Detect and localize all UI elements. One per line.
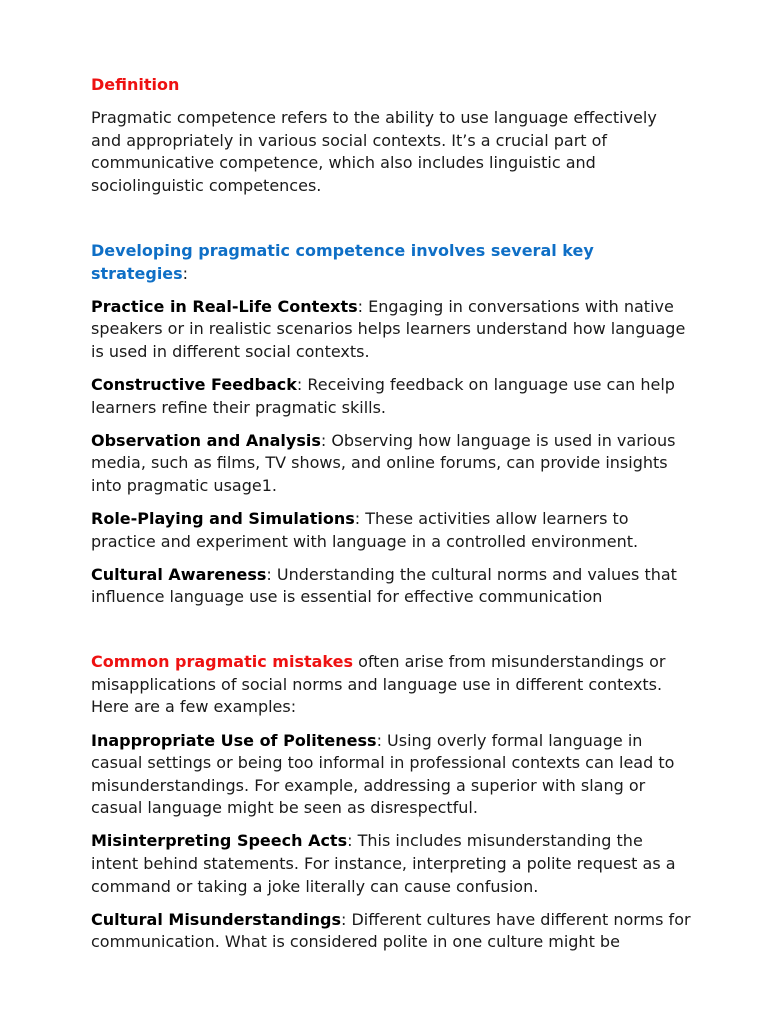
mistake-term: Misinterpreting Speech Acts <box>91 831 348 851</box>
mistake-term: Inappropriate Use of Politeness <box>91 730 377 750</box>
strategy-term: Practice in Real-Life Contexts <box>91 296 358 316</box>
mistake-text: : Using overly formal language in casual settings or being too informal in professional contexts can lead to misunderstandings. For example, addressing a superior with slang or casual language might be seen as disrespectful. <box>91 730 675 818</box>
strategy-text: : Engaging in conversations with native speakers or in realistic scenarios helps learners understand how language is used in different social contexts. <box>91 296 686 361</box>
strategy-item <box>91 296 691 364</box>
strategy-text: : These activities allow learners to practice and experiment with language in a controlled environment. <box>91 508 639 551</box>
strategies-heading: Developing pragmatic competence involves several key strategies <box>91 240 594 283</box>
mistake-item <box>91 730 691 820</box>
strategies-heading-line <box>91 240 691 285</box>
strategy-term: Observation and Analysis <box>91 430 321 450</box>
section-spacer <box>91 619 691 651</box>
strategy-text: : Understanding the cultural norms and values that influence language use is essential for effective communication <box>91 564 677 607</box>
definition-heading: Definition <box>91 75 180 94</box>
mistake-text: : Different cultures have different norms for communication. What is considered polite in one culture might be <box>91 909 691 952</box>
strategy-item <box>91 430 691 498</box>
mistakes-intro <box>91 651 691 719</box>
strategy-term: Constructive Feedback <box>91 374 297 394</box>
strategy-text: : Observing how language is used in various media, such as films, TV shows, and online forums, can provide insights into pragmatic usage1. <box>91 430 676 495</box>
strategy-item <box>91 374 691 419</box>
section-spacer <box>91 208 691 240</box>
strategies-heading-suffix: : <box>182 263 189 283</box>
mistake-text: : This includes misunderstanding the intent behind statements. For instance, interpreting a polite request as a command or taking a joke literally can cause confusion. <box>91 831 676 896</box>
strategy-term: Cultural Awareness <box>91 564 267 584</box>
strategy-text: : Receiving feedback on language use can help learners refine their pragmatic skills. <box>91 374 675 417</box>
document-page <box>91 74 691 964</box>
definition-body: Pragmatic competence refers to the ability to use language effectively and appropriately in various social contexts. It’s a crucial part of communicative competence, which also includes linguistic and sociolinguistic competences. <box>91 108 657 195</box>
mistakes-heading: Common pragmatic mistakes <box>91 652 353 672</box>
strategy-item <box>91 508 691 553</box>
mistake-term: Cultural Misunderstandings <box>91 909 341 929</box>
mistake-item <box>91 830 691 898</box>
mistakes-intro-text: often arise from misunderstandings or misapplications of social norms and language use in different contexts. Here are a few examples: <box>91 652 666 717</box>
mistake-item <box>91 909 691 954</box>
strategy-item <box>91 564 691 609</box>
strategy-term: Role-Playing and Simulations <box>91 508 355 528</box>
